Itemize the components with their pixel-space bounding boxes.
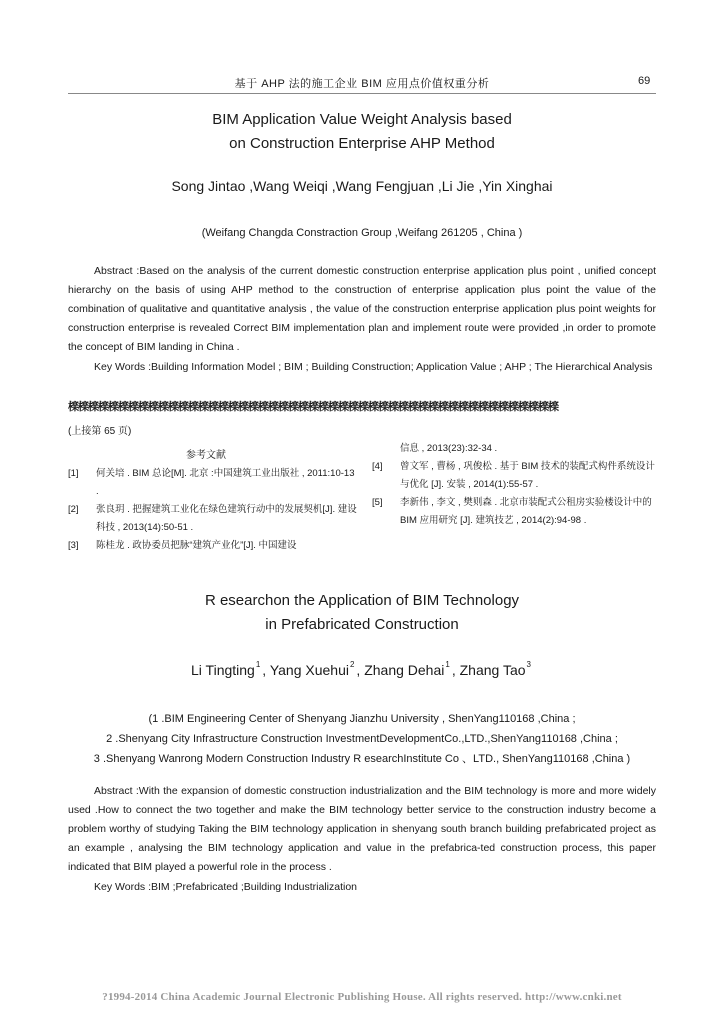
article1-authors: Song Jintao ,Wang Weiqi ,Wang Fengjuan ,Li Jie ,Yin Xinghai [171, 178, 553, 194]
references-right-column [372, 440, 662, 530]
continued-note: (上接第 65 页) [68, 426, 132, 437]
article2-title-line2: in Prefabricated Construction [265, 616, 459, 633]
article2-authors: Li Tingting$^1$ , Yang Xuehui$^2$ , Zhang Dehai$^1$ , Zhang Tao$^3$ [191, 660, 531, 678]
page-number: 69 [638, 75, 651, 87]
affiliation-line: (1 .BIM Engineering Center of Shenyang Jianzhu University , ShenYang110168 ,China ; [148, 713, 576, 725]
article2-keywords: Key Words :BIM ;Prefabricated ;Building Industrialization [94, 881, 358, 893]
author-sup: 1 [255, 660, 261, 669]
article1-title-line1: BIM Application Value Weight Analysis based [212, 111, 512, 128]
article1-abstract: Abstract :Based on the analysis of the current domestic construction enterprise application plus point , unified concept hierarchy on the basis of using AHP method to the construction of enterprise application plus point the value of the combination of qualitative and quantitative analysis , the value of the construction enterprise application plus point weights for construction enterprise is revealed Correct BIM implementation plan and implement route were provided ,in order to promote the concept of BIM landing in China . [68, 265, 656, 353]
copyright-footer: ?1994-2014 China Academic Journal Electronic Publishing House. All rights reserved. http://www.cnki.net [102, 991, 622, 1003]
reference-item: [2] 张良玥 . 把握建筑工业化在绿色建筑行动中的发展契机[J]. 建设科技 , 2013(14):50-51 . [68, 504, 357, 533]
author-sup: 3 [526, 660, 531, 669]
author-sup: 2 [349, 660, 355, 669]
article1-affiliation: (Weifang Changda Constraction Group ,Weifang 261205 , China ) [201, 227, 523, 239]
author-name: Li Tingting [191, 662, 255, 678]
affiliation-line: 2 .Shenyang City Infrastructure Construction InvestmentDevelopmentCo.,LTD.,ShenYang110168 ,China ; [106, 733, 618, 745]
article2-title-line1: R esearchon the Application of BIM Technology [204, 592, 520, 609]
reference-item: [4] 曾文军 , 曹杨 , 巩俊松 . 基于 BIM 技术的装配式构件系统设计与优化 [J]. 安装 , 2014(1):55-57 . [372, 461, 655, 490]
article2-title [0, 589, 724, 637]
author-name: Zhang Tao [459, 662, 526, 678]
section-divider: 檪檪檪檪檪檪檪檪檪檪檪檪檪檪檪檪檪檪檪檪檪檪檪檪檪檪檪檪檪檪檪檪檪檪檪檪檪檪檪檪檪檪檪檪檪檪檪檪檪 [68, 401, 558, 413]
running-header-title: 基于 AHP 法的施工企业 BIM 应用点价值权重分析 [234, 78, 490, 90]
author-name: Yang Xuehui [269, 662, 349, 678]
reference-item: [3] 陈桂龙 . 政协委员把脉“建筑产业化”[J]. 中国建设 [68, 540, 297, 551]
article2-abstract: Abstract :With the expansion of domestic construction industrialization and the BIM technology is more and more widely used .How to connect the two together and make the BIM technology better service to the construction industry become a problem worthy of studying Taking the BIM technology application in shenyang south branch building prefabricated project as an example , analysing the BIM technology application and value in the prefabrica-ted construction process, this paper indicated that BIM played a powerful role in the process . [68, 785, 656, 873]
references-heading: 参考文献 [186, 450, 226, 461]
article1-title-line2: on Construction Enterprise AHP Method [229, 135, 495, 152]
reference-continuation: 信息 , 2013(23):32-34 . [400, 443, 498, 454]
article2-affiliations [0, 709, 724, 769]
author-name: Zhang Dehai [364, 662, 445, 678]
header-rule [68, 93, 656, 94]
reference-item: [5] 李新伟 , 李文 , 樊则森 . 北京市装配式公租房实验楼设计中的 BIM 应用研究 [J]. 建筑技艺 , 2014(2):94-98 . [372, 497, 652, 526]
article1-title [0, 108, 724, 156]
affiliation-line: 3 .Shenyang Wanrong Modern Construction Industry R esearchInstitute Co 、LTD., ShenYang110168 ,China ) [93, 753, 631, 765]
reference-item: [1] 何关培 . BIM 总论[M]. 北京 :中国建筑工业出版社 , 2011:10-13 . [68, 468, 355, 497]
author-sup: 1 [445, 660, 450, 669]
references-left-column [68, 465, 358, 555]
article1-keywords: Key Words :Building Information Model ; BIM ; Building Construction; Application Value ; AHP ; The Hierarchical Analysis [94, 361, 653, 373]
